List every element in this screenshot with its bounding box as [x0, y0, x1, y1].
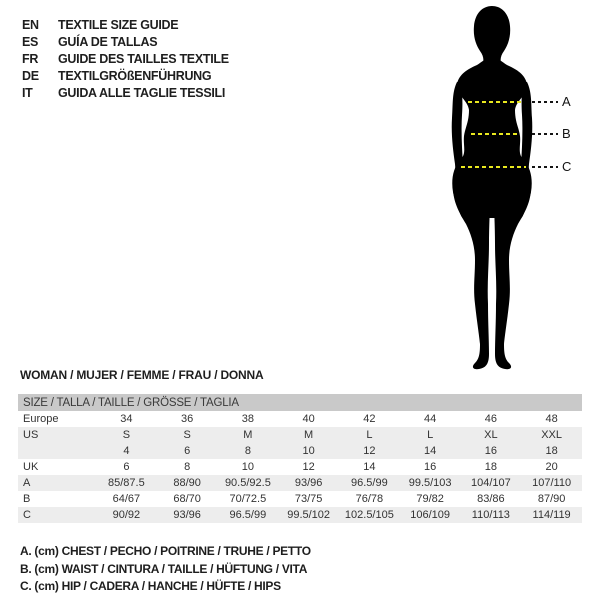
waist-dash-line	[471, 133, 518, 135]
size-cell: 70/72.5	[229, 493, 267, 505]
size-cell: 104/107	[470, 477, 511, 489]
size-cell: 10	[302, 445, 315, 457]
size-cell: 87/90	[537, 493, 566, 505]
size-cell: 46	[484, 413, 497, 425]
size-cell: L	[427, 429, 434, 441]
size-cell: 16	[424, 461, 437, 473]
measurement-legend	[20, 544, 311, 597]
title-text: GUIDE DES TAILLES TEXTILE	[58, 51, 229, 66]
title-text: GUIDA ALLE TAGLIE TESSILI	[58, 85, 226, 100]
size-cell: 83/86	[477, 493, 505, 505]
row-label: B	[23, 493, 31, 505]
title-row-fr	[22, 50, 229, 67]
language-title-block	[22, 16, 229, 101]
marker-label-c: C	[562, 159, 572, 174]
size-table-row	[18, 475, 582, 491]
size-cell: 8	[244, 445, 251, 457]
chest-callout-dots	[532, 101, 558, 103]
size-cell: 10	[241, 461, 254, 473]
title-text: TEXTILE SIZE GUIDE	[58, 17, 179, 32]
size-cell: 12	[363, 445, 376, 457]
size-cell: 18	[545, 445, 558, 457]
size-cell: 44	[424, 413, 437, 425]
legend-chest: A. (cm) CHEST / PECHO / POITRINE / TRUHE / PETTO	[20, 544, 311, 558]
size-cell: 88/90	[173, 477, 201, 489]
size-cell: 107/110	[532, 477, 572, 489]
woman-silhouette-image	[444, 6, 540, 372]
size-cell: 64/67	[112, 493, 141, 505]
size-cell: XXL	[541, 429, 563, 441]
size-cell: 99.5/103	[408, 477, 452, 489]
size-table-row	[18, 459, 582, 475]
title-row-es	[22, 33, 229, 50]
chest-dash-line	[468, 101, 522, 103]
size-cell: 38	[241, 413, 254, 425]
size-cell: 79/82	[416, 493, 444, 505]
size-cell: 99.5/102	[287, 509, 331, 521]
hip-dash-line	[461, 166, 526, 168]
size-cell: 93/96	[294, 477, 323, 489]
size-cell: 114/119	[532, 509, 571, 521]
marker-label-b: B	[562, 126, 571, 141]
size-cell: 73/75	[294, 493, 323, 505]
size-cell: 90.5/92.5	[224, 477, 271, 489]
marker-label-a: A	[562, 94, 571, 109]
title-row-it	[22, 84, 229, 101]
size-cell: 12	[302, 461, 315, 473]
row-label: UK	[23, 461, 39, 473]
hip-callout-dots	[532, 166, 558, 168]
size-cell: 20	[545, 461, 558, 473]
size-cell: 106/109	[410, 509, 450, 521]
size-cell: 90/92	[112, 509, 141, 521]
size-table-row	[18, 411, 582, 427]
size-cell: XL	[484, 429, 498, 441]
lang-code: DE	[22, 68, 39, 83]
size-cell: 96.5/99	[229, 509, 267, 521]
size-cell: 34	[120, 413, 133, 425]
size-cell: 14	[363, 461, 376, 473]
size-cell: 48	[545, 413, 558, 425]
size-cell: 110/113	[471, 509, 510, 521]
size-cell: M	[243, 429, 253, 441]
size-cell: 93/96	[173, 509, 201, 521]
size-cell: 8	[184, 461, 191, 473]
size-table	[18, 394, 582, 523]
lang-code: FR	[22, 51, 39, 66]
legend-hip: C. (cm) HIP / CADERA / HANCHE / HÜFTE / HIPS	[20, 579, 281, 593]
row-label: US	[23, 429, 39, 441]
size-cell: 36	[181, 413, 194, 425]
size-table-row	[18, 443, 582, 459]
legend-waist: B. (cm) WAIST / CINTURA / TAILLE / HÜFTUNG / VITA	[20, 561, 308, 576]
row-label: Europe	[23, 413, 59, 425]
size-cell: 4	[123, 445, 130, 457]
title-row-en	[22, 16, 229, 33]
size-cell: 85/87.5	[108, 477, 145, 489]
lang-code: IT	[22, 85, 33, 100]
size-table-header: SIZE / TALLA / TAILLE / GRÖSSE / TAGLIA	[18, 394, 582, 411]
size-cell: 102.5/105	[344, 509, 394, 521]
table-group-title: WOMAN / MUJER / FEMME / FRAU / DONNA	[20, 368, 264, 382]
size-cell: S	[183, 429, 191, 441]
size-cell: 68/70	[173, 493, 201, 505]
size-table-row	[18, 427, 582, 443]
size-cell: S	[122, 429, 131, 441]
size-cell: 14	[424, 445, 437, 457]
lang-code: ES	[22, 34, 39, 49]
size-cell: L	[366, 429, 373, 441]
title-text: GUÍA DE TALLAS	[58, 34, 158, 49]
size-table-row	[18, 507, 582, 523]
size-table-body	[18, 411, 582, 523]
size-cell: M	[304, 429, 314, 441]
size-cell: 96.5/99	[351, 477, 388, 489]
size-cell: 6	[123, 461, 130, 473]
size-cell: 18	[484, 461, 497, 473]
row-label: A	[23, 477, 31, 489]
title-text: TEXTILGRÖßENFÜHRUNG	[58, 68, 212, 83]
lang-code: EN	[22, 17, 39, 32]
size-cell: 42	[363, 413, 376, 425]
size-cell: 6	[184, 445, 191, 457]
title-row-de	[22, 67, 229, 84]
size-cell: 16	[484, 445, 497, 457]
size-cell: 40	[302, 413, 315, 425]
row-label: C	[23, 509, 31, 521]
woman-silhouette	[452, 6, 533, 369]
waist-callout-dots	[532, 133, 558, 135]
size-table-row	[18, 491, 582, 507]
size-cell: 76/78	[355, 493, 384, 505]
